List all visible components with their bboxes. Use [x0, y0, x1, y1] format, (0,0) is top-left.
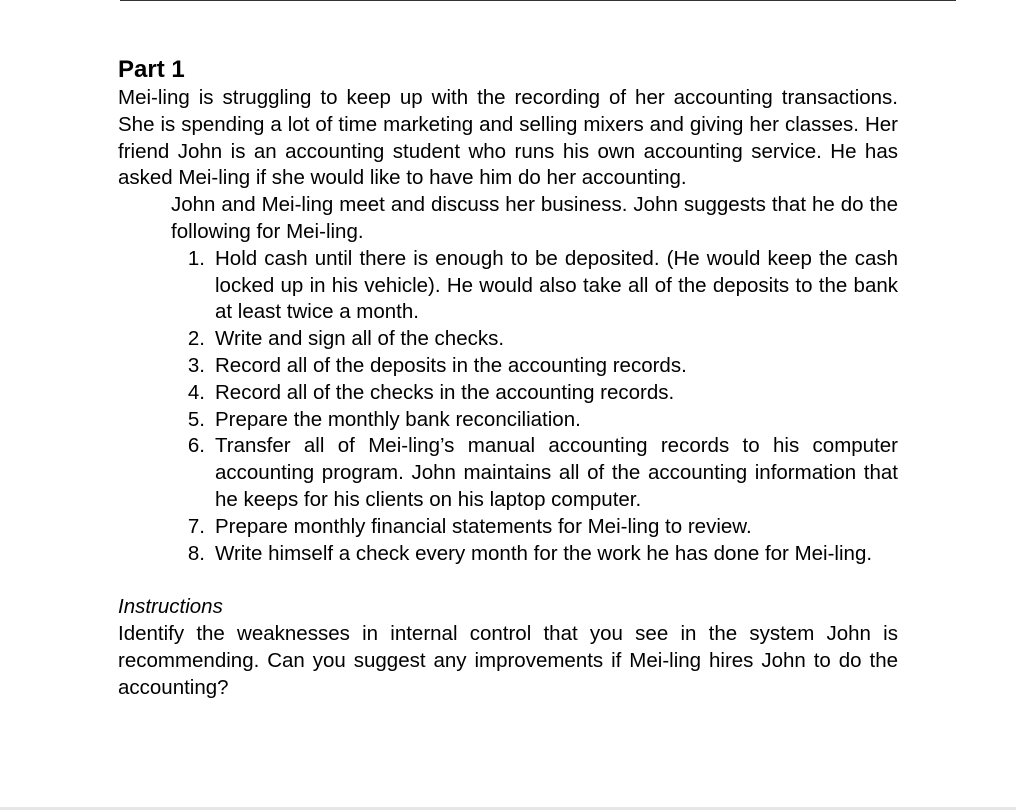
list-item [187, 541, 898, 568]
list-item-text: Write and sign all of the checks. [215, 327, 505, 351]
list-number: 2. [187, 327, 205, 351]
list-item-text: Write himself a check every month for the work he has done for Mei-ling. [215, 541, 873, 565]
list-item [187, 246, 898, 326]
list-item-text: Record all of the checks in the accounting records. [215, 380, 675, 404]
list-item [187, 326, 898, 353]
list-item-text: Record all of the deposits in the accounting records. [215, 353, 687, 377]
intro-paragraph: Mei-ling is struggling to keep up with the recording of her accounting transactions. She is spending a lot of time marketing and selling mixers and giving her classes. Her friend John is an accounting student who runs his own accounting service. He has asked Mei-ling if she would like to have him do her accounting. [118, 86, 898, 190]
list-number: 4. [187, 380, 205, 404]
list-number: 8. [187, 541, 205, 565]
list-item [187, 514, 898, 541]
list-item-text: Prepare the monthly bank reconciliation. [215, 407, 581, 431]
list-number: 3. [187, 353, 205, 377]
section-spacer [118, 567, 898, 594]
list-item-text: Prepare monthly financial statements for Mei-ling to review. [215, 514, 752, 538]
top-divider [120, 0, 956, 1]
list-number: 5. [187, 407, 205, 431]
part-heading: Part 1 [118, 56, 185, 83]
list-number: 1. [187, 246, 205, 270]
instructions-paragraph: Identify the weaknesses in internal control that you see in the system John is recommending. Can you suggest any improvements if Mei-ling hires John to do the accounting? [118, 622, 898, 699]
list-item [187, 353, 898, 380]
list-number: 6. [187, 434, 205, 458]
list-item-text: Hold cash until there is enough to be deposited. (He would keep the cash locked up in his vehicle). He would also take all of the deposits to the bank at least twice a month. [215, 246, 898, 324]
list-item [187, 380, 898, 407]
suggestion-paragraph: John and Mei-ling meet and discuss her business. John suggests that he do the following for Mei-ling. [171, 193, 898, 243]
list-item [187, 433, 898, 513]
document-body [118, 55, 898, 702]
instructions-heading: Instructions [118, 595, 223, 619]
list-item [187, 407, 898, 434]
steps-list [118, 246, 898, 568]
list-item-text: Transfer all of Mei-ling’s manual accounting records to his computer accounting program. John maintains all of the accounting information that he keeps for his clients on his laptop computer. [215, 434, 898, 511]
list-number: 7. [187, 514, 205, 538]
